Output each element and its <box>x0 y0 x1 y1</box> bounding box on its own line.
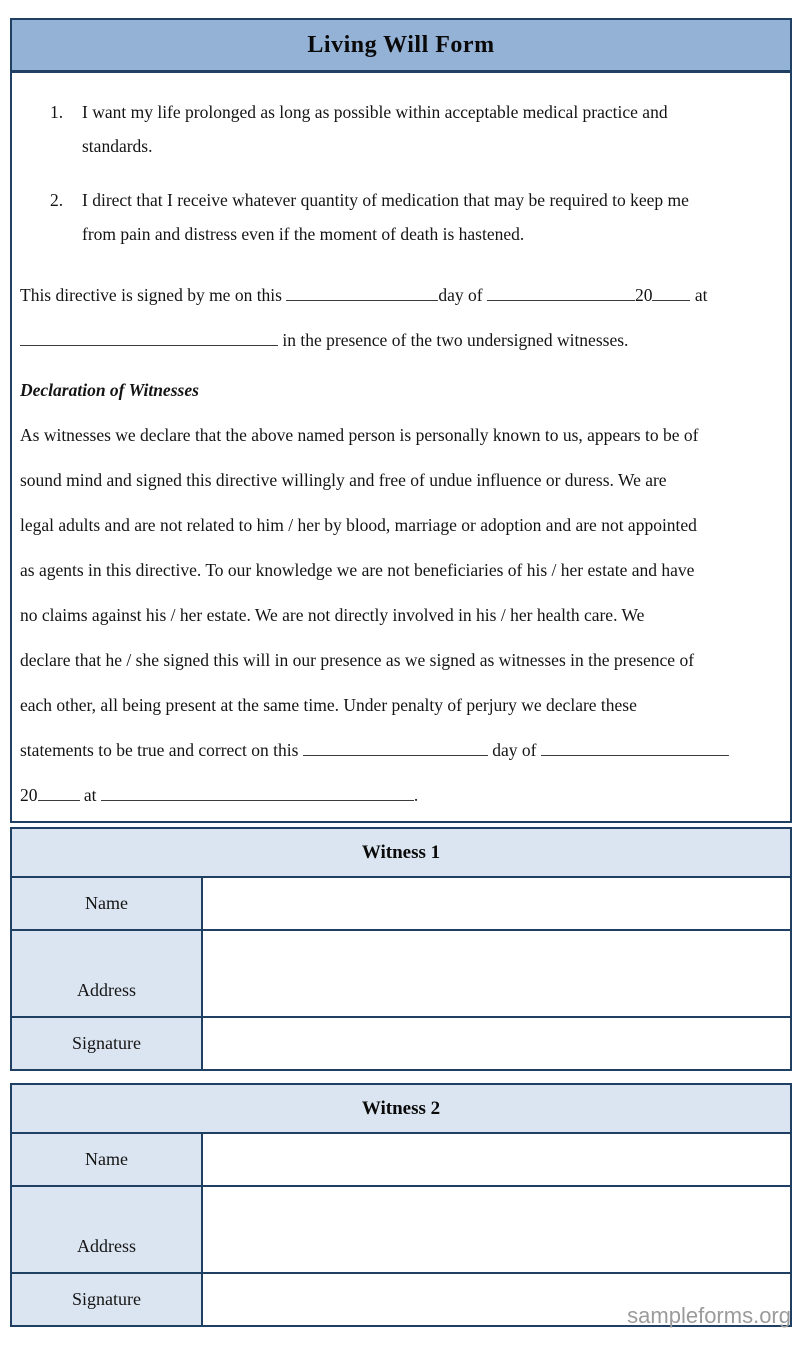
blank-place[interactable] <box>20 331 278 346</box>
witness1-address-field[interactable] <box>203 931 790 1016</box>
list-item-line: standards. <box>82 136 153 156</box>
signed-statement <box>20 273 782 363</box>
witness2-title: Witness 2 <box>361 1097 441 1119</box>
declaration-line: each other, all being present at the same time. Under penalty of perjury we declare these <box>20 695 637 715</box>
list-item <box>50 183 782 251</box>
signed-text: in the presence of the two undersigned witnesses. <box>282 330 629 350</box>
blank-month[interactable] <box>487 286 635 301</box>
declaration-text: day of <box>492 740 537 760</box>
declaration-line <box>20 773 782 818</box>
witness2-header <box>12 1085 790 1134</box>
list-item-line: from pain and distress even if the moment of death is hastened. <box>82 224 525 244</box>
witness1-header <box>12 829 790 878</box>
declaration-line: legal adults and are not related to him / her by blood, marriage or adoption and are not appointed <box>20 515 697 535</box>
list-item-text <box>82 183 689 251</box>
form-title-bar <box>12 20 790 73</box>
signed-text: day of <box>438 285 483 305</box>
witness2-name-field[interactable] <box>203 1134 790 1185</box>
witness1-address-label: Address <box>12 931 203 1016</box>
table-row <box>12 1134 790 1187</box>
declaration-line: As witnesses we declare that the above named person is personally known to us, appears to be of <box>20 425 699 445</box>
list-item-line: I direct that I receive whatever quantity of medication that may be required to keep me <box>82 190 689 210</box>
declaration-line <box>20 728 782 773</box>
witness2-address-field[interactable] <box>203 1187 790 1272</box>
document-body <box>12 95 790 818</box>
blank-year[interactable] <box>652 286 690 301</box>
declaration-line: sound mind and signed this directive willingly and free of undue influence or duress. We are <box>20 470 667 490</box>
witness1-title: Witness 1 <box>361 841 441 863</box>
witness1-signature-label: Signature <box>12 1018 203 1069</box>
table-row <box>12 1187 790 1274</box>
table-row <box>12 878 790 931</box>
witness1-name-field[interactable] <box>203 878 790 929</box>
signed-text: at <box>694 285 708 305</box>
table-row <box>12 931 790 1018</box>
table-row <box>12 1018 790 1069</box>
directive-list <box>50 95 782 251</box>
list-item-number: 1. <box>50 102 64 122</box>
blank-witness-month[interactable] <box>541 741 729 756</box>
declaration-line: declare that he / she signed this will in our presence as we signed as witnesses in the presence of <box>20 650 695 670</box>
watermark: sampleforms.org <box>627 1303 791 1328</box>
list-item <box>50 95 782 163</box>
declaration-text: . <box>413 785 419 805</box>
declaration-paragraph <box>20 413 782 818</box>
declaration-text: statements to be true and correct on this <box>20 740 299 760</box>
witness2-address-label: Address <box>12 1187 203 1272</box>
witness2-name-label: Name <box>12 1134 203 1185</box>
witness2-table <box>10 1083 792 1327</box>
blank-day[interactable] <box>286 286 438 301</box>
declaration-text: at <box>83 785 97 805</box>
witness2-signature-label: Signature <box>12 1274 203 1325</box>
document-box <box>10 18 792 823</box>
list-item-text <box>82 95 668 163</box>
signed-text: 20 <box>634 285 653 305</box>
declaration-line: as agents in this directive. To our knowledge we are not beneficiaries of his / her estate and have <box>20 560 695 580</box>
witness1-name-label: Name <box>12 878 203 929</box>
witness1-signature-field[interactable] <box>203 1018 790 1069</box>
blank-witness-place[interactable] <box>101 786 414 801</box>
signed-text: This directive is signed by me on this <box>20 285 282 305</box>
declaration-line: no claims against his / her estate. We are not directly involved in his / her health care. We <box>20 605 645 625</box>
form-title: Living Will Form <box>307 31 495 58</box>
list-item-line: I want my life prolonged as long as possible within acceptable medical practice and <box>82 102 668 122</box>
blank-witness-year[interactable] <box>38 786 80 801</box>
blank-witness-day[interactable] <box>303 741 488 756</box>
declaration-text: 20 <box>20 785 38 805</box>
declaration-heading: Declaration of Witnesses <box>20 380 199 400</box>
witness1-table <box>10 827 792 1071</box>
list-item-number: 2. <box>50 190 64 210</box>
